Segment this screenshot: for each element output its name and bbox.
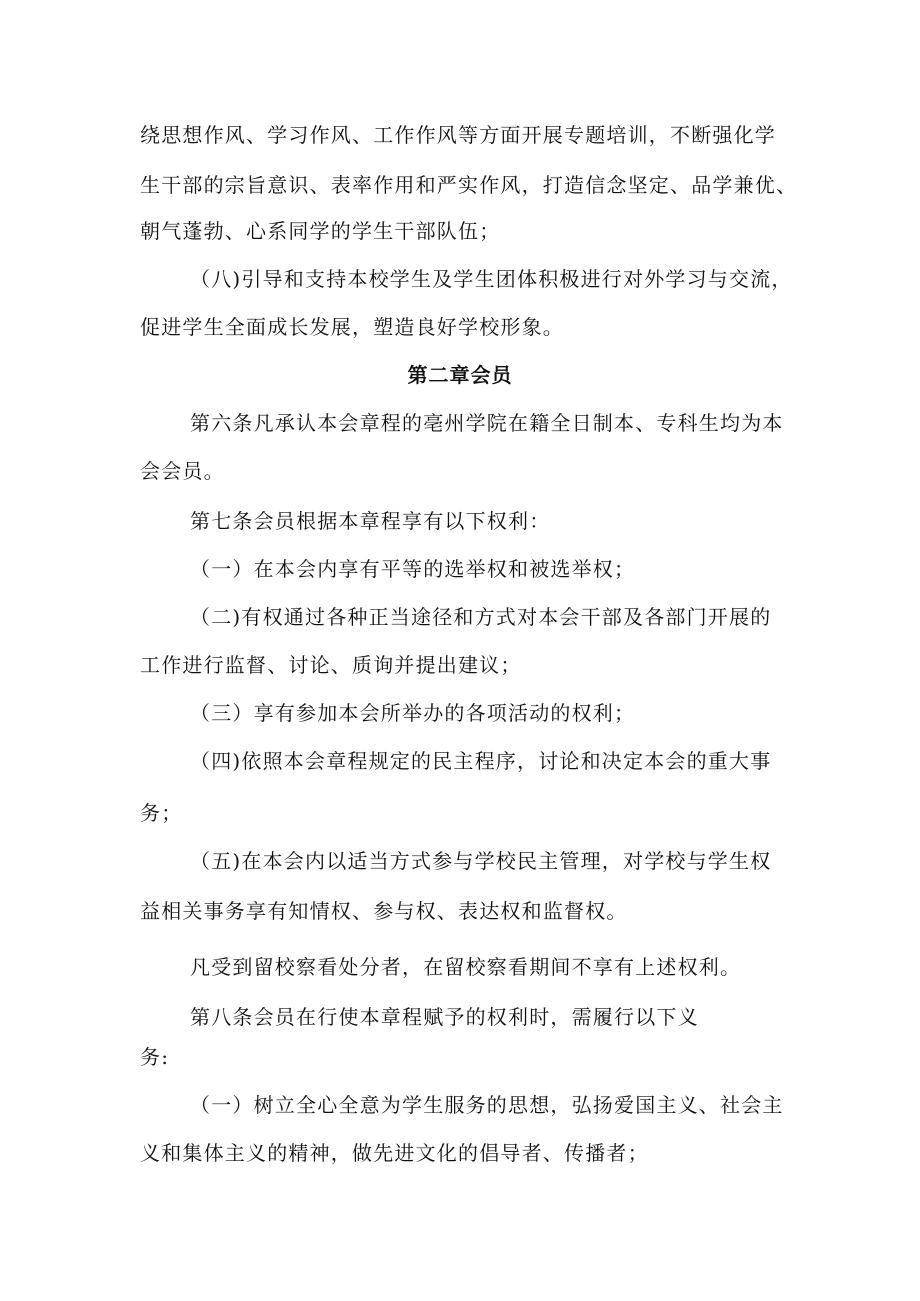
text-line-10: （一）在本会内享有平等的选举权和被选举权； [190,557,636,581]
text-line-8: 会会员。 [140,459,225,483]
text-line-18: 凡受到留校察看处分者，在留校察看期间不享有上述权利。 [190,955,742,979]
text-line-19: 第八条会员在行使本章程赋予的权利时，需履行以下义 [190,1005,699,1029]
text-line-11: （二)有权通过各种正当途径和方式对本会干部及各部门开展的 [190,605,772,629]
text-line-14: （四)依照本会章程规定的民主程序，讨论和决定本会的重大事 [190,749,772,773]
text-line-16: （五)在本会内以适当方式参与学校民主管理，对学校与学生权 [190,849,772,873]
text-line-2: 生干部的宗旨意识、表率作用和严实作风，打造信念坚定、品学兼优、 [140,173,798,197]
text-line-13: （三）享有参加本会所举办的各项活动的权利； [190,701,636,725]
text-line-21: （一）树立全心全意为学生服务的思想，弘扬爱国主义、社会主 [190,1093,784,1117]
text-line-22: 义和集体主义的精神，做先进文化的倡导者、传播者； [140,1141,649,1165]
text-line-15: 务； [140,801,183,825]
text-line-7: 第六条凡承认本会章程的亳州学院在籍全日制本、专科生均为本 [190,411,784,435]
text-line-3: 朝气蓬勃、心系同学的学生干部队伍； [140,219,501,243]
chapter-heading: 第二章会员 [407,363,513,387]
text-line-12: 工作进行监督、讨论、质询并提出建议； [140,653,522,677]
text-line-4: （八)引导和支持本校学生及学生团体积极进行对外学习与交流， [190,267,793,291]
text-line-20: 务: [140,1045,170,1069]
text-line-5: 促进学生全面成长发展，塑造良好学校形象。 [140,315,564,339]
text-line-17: 益相关事务享有知情权、参与权、表达权和监督权。 [140,899,628,923]
text-line-9: 第七条会员根据本章程享有以下权利： [190,509,551,533]
text-line-1: 绕思想作风、学习作风、工作作风等方面开展专题培训，不断强化学 [140,123,776,147]
